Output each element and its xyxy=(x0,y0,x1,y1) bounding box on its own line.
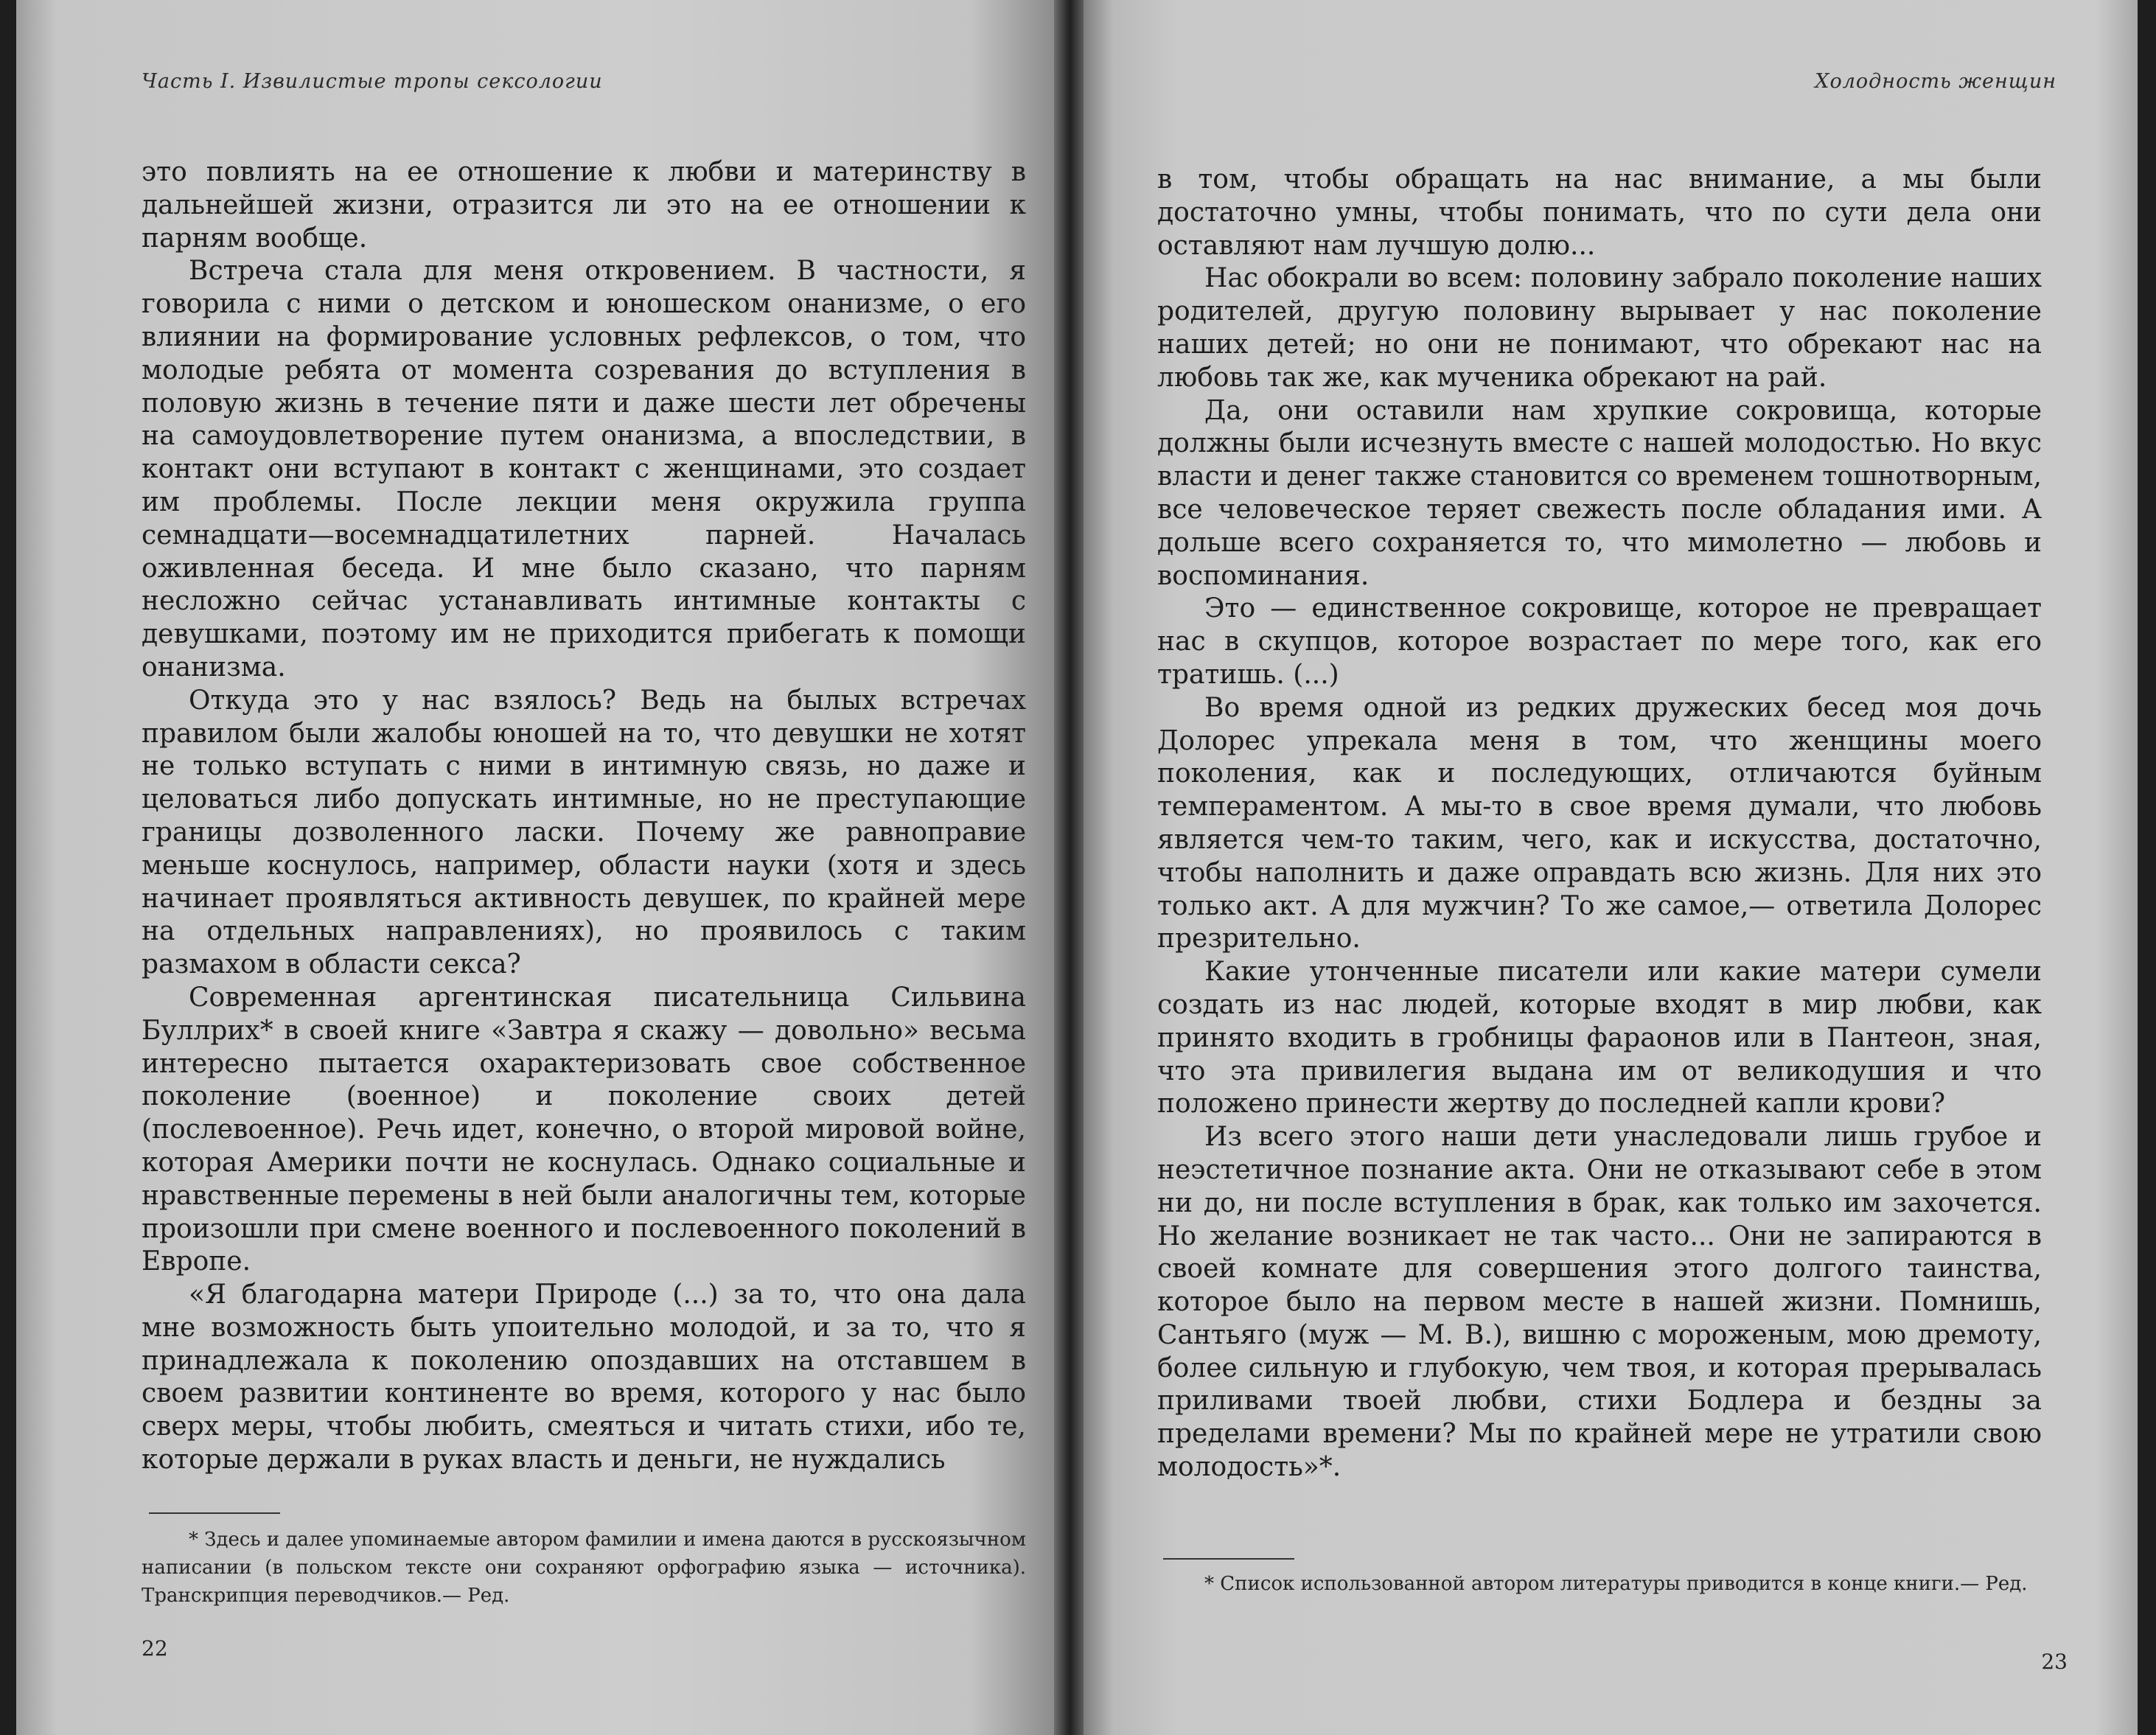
right-running-head: Холодность женщин xyxy=(1815,70,2056,93)
right-page-number: 23 xyxy=(2041,1650,2068,1674)
right-paragraph-1: в том, чтобы обращать на нас внимание, а мы были достаточно умны, чтобы понимать, что по сути дела они оставляют нам лучшую долю... xyxy=(1157,164,2042,261)
right-paragraph-6: Какие утонченные писатели или какие матери сумели создать из нас людей, которые входят в мир любви, как принято входить в гробницы фараонов или в Пантеон, зная, что эта привилегия выдана им от великодушия и что положено принести жертву до последней капли крови? xyxy=(1157,957,2042,1120)
left-page-number: 22 xyxy=(142,1636,168,1661)
right-paragraph-4: Это — единственное сокровище, которое не превращает нас в скупцов, которое возрастает по мере того, как его тратишь. (...) xyxy=(1157,593,2042,690)
left-body-text xyxy=(142,156,1026,1477)
left-paragraph-5: «Я благодарна матери Природе (...) за то, что она дала мне возможность быть упоительно молодой, и за то, что я принадлежала к поколению опоздавших на отставшем в своем развитии континенте во время, которого у нас было сверх меры, чтобы любить, смеяться и читать стихи, ибо те, которые держали в руках власть и деньги, не нуждались xyxy=(142,1280,1026,1476)
right-footnote-text: * Список использованной автором литературы приводится в конце книги.— Ред. xyxy=(1204,1573,2028,1595)
left-paragraph-2: Встреча стала для меня откровением. В частности, я говорила с ними о детском и юношеском онанизме, о его влиянии на формирование условных рефлексов, о том, что молодые ребята от момента созревания до вступления в половую жизнь в течение пяти и даже шести лет обречены на самоудовлетворение путем онанизма, а впоследствии, в контакт они вступают в контакт с женщинами, это создает им проблемы. После лекции меня окружила группа семнадцати—восемнадцатилетних парней. Началась оживленная беседа. И мне было сказано, что парням несложно сейчас устанавливать интимные контакты с девушками, поэтому им не приходится прибегать к помощи онанизма. xyxy=(142,256,1026,683)
left-running-head: Часть I. Извилистые тропы сексологии xyxy=(142,70,603,93)
right-page xyxy=(1084,0,2138,1735)
right-footnote-rule xyxy=(1163,1558,1294,1560)
left-paragraph-3: Откуда это у нас взялось? Ведь на былых встречах правилом были жалобы юношей на то, что девушки не хотят не только вступать с ними в интимную связь, но даже и целоваться либо допускать интимные, но не преступающие границы дозволенного ласки. Почему же равноправие меньше коснулось, например, области науки (хотя и здесь начинает проявляться активность девушек, по крайней мере на отдельных направлениях), но проявилось с таким размахом в области секса? xyxy=(142,685,1026,980)
left-footnote xyxy=(142,1526,1026,1610)
right-footnote xyxy=(1157,1570,2042,1598)
right-body-text xyxy=(1157,164,2042,1484)
right-paragraph-5: Во время одной из редких дружеских бесед моя дочь Долорес упрекала меня в том, что женщины моего поколения, как и последующих, отличаются буйным темпераментом. А мы-то в свое время думали, что любовь является чем-то таким, чего, как и искусства, достаточно, чтобы наполнить и даже оправдать всю жизнь. Для них это только акт. А для мужчин? То же самое,— ответила Долорес презрительно. xyxy=(1157,692,2042,954)
left-footnote-text: * Здесь и далее упоминаемые автором фамилии и имена даются в русскоязычном написании (в польском тексте они сохраняют орфографию языка — источника). Транскрипция переводчиков.— Ред. xyxy=(142,1529,1026,1607)
left-paragraph-1: это повлиять на ее отношение к любви и материнству в дальнейшей жизни, отразится ли это на ее отношении к парням вообще. xyxy=(142,157,1026,254)
right-paragraph-7: Из всего этого наши дети унаследовали лишь грубое и неэстетичное познание акта. Они не отказывают себе в этом ни до, ни после вступления в брак, как только им захочется. Но желание возникает не так часто... Они не запираются в своей комнате для совершения этого долгого таинства, которое было на первом месте в нашей жизни. Помнишь, Сантьяго (муж — М. В.), вишню с мороженым, мою дремоту, более сильную и глубокую, чем твоя, и которая прерывалась приливами твоей любви, стихи Бодлера и бездны за пределами времени? Мы по крайней мере не утратили свою молодость»*. xyxy=(1157,1122,2042,1483)
book-gutter xyxy=(1054,0,1084,1735)
left-page xyxy=(16,0,1054,1735)
left-footnote-rule xyxy=(149,1512,280,1514)
left-paragraph-4: Современная аргентинская писательница Сильвина Буллрих* в своей книге «Завтра я скажу — довольно» весьма интересно пытается охарактеризовать свое собственное поколение (военное) и поколение своих детей (послевоенное). Речь идет, конечно, о второй мировой войне, которая Америки почти не коснулась. Однако социальные и нравственные перемены в ней были аналогичны тем, которые произошли при смене военного и послевоенного поколений в Европе. xyxy=(142,982,1026,1277)
right-paragraph-2: Нас обокрали во всем: половину забрало поколение наших родителей, другую половину вырывает у нас поколение наших детей; но они не понимают, что обрекают нас на любовь так же, как мученика обрекают на рай. xyxy=(1157,263,2042,393)
right-paragraph-3: Да, они оставили нам хрупкие сокровища, которые должны были исчезнуть вместе с нашей молодостью. Но вкус власти и денег также становится со временем тошнотворным, все человеческое теряет свежесть после обладания ими. А дольше всего сохраняется то, что мимолетно — любовь и воспоминания. xyxy=(1157,395,2042,591)
